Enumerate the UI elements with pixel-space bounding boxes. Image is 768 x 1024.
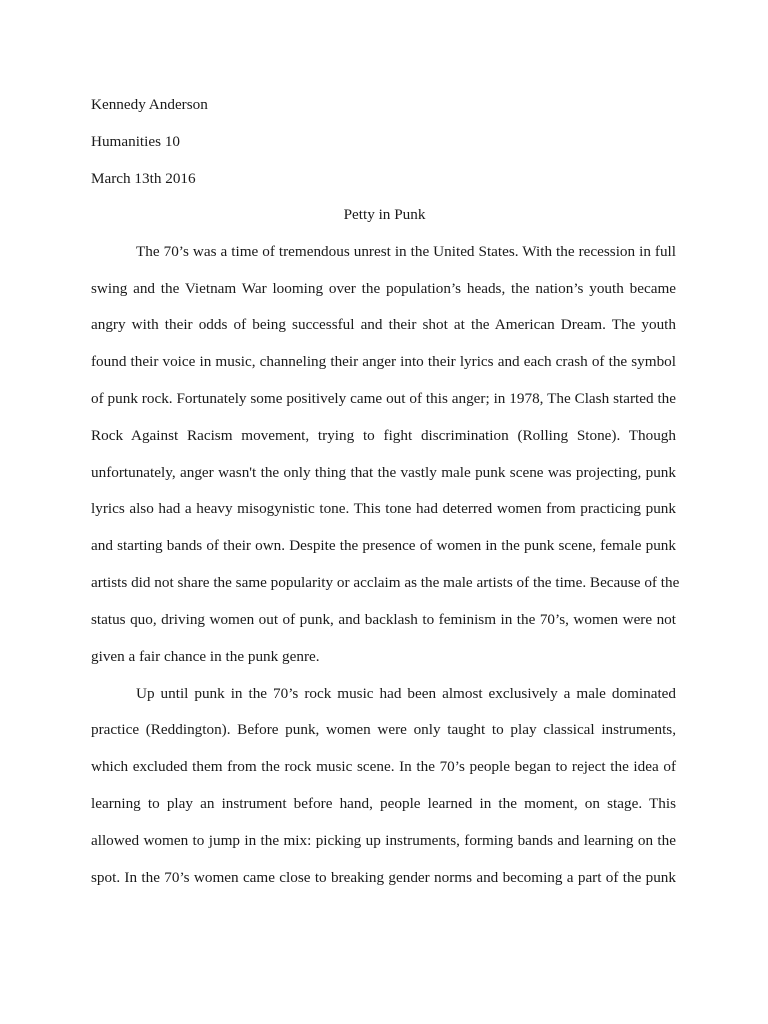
paragraph-2-line: which excluded them from the rock music scene. In the 70’s people began to reject the idea of — [91, 758, 676, 775]
paragraph-1-line: swing and the Vietnam War looming over the population’s heads, the nation’s youth became — [91, 280, 676, 297]
paragraph-1-line: angry with their odds of being successful and their shot at the American Dream. The youth — [91, 316, 676, 333]
paragraph-2-line: allowed women to jump in the mix: picking up instruments, forming bands and learning on the — [91, 832, 676, 849]
paragraph-1-line: artists did not share the same popularity or acclaim as the male artists of the time. Because of the — [91, 574, 680, 591]
essay-title: Petty in Punk — [343, 206, 426, 223]
paragraph-1-line: The 70’s was a time of tremendous unrest in the United States. With the recession in full — [136, 243, 676, 260]
paragraph-1-line: and starting bands of their own. Despite the presence of women in the punk scene, female punk — [91, 537, 676, 554]
paragraph-1-line: of punk rock. Fortunately some positively came out of this anger; in 1978, The Clash started the — [91, 390, 676, 407]
course-name: Humanities 10 — [91, 133, 181, 150]
paragraph-2-line: practice (Reddington). Before punk, women were only taught to play classical instruments, — [91, 721, 676, 738]
paragraph-2-line: Up until punk in the 70’s rock music had been almost exclusively a male dominated — [136, 685, 676, 702]
author-name: Kennedy Anderson — [91, 96, 208, 113]
paragraph-1-line: status quo, driving women out of punk, and backlash to feminism in the 70’s, women were not — [91, 611, 676, 628]
document-date: March 13th 2016 — [91, 170, 196, 187]
paragraph-1-line: unfortunately, anger wasn't the only thing that the vastly male punk scene was projecting, punk — [91, 464, 676, 481]
paragraph-2-line: spot. In the 70’s women came close to breaking gender norms and becoming a part of the punk — [91, 869, 676, 886]
paragraph-1-line: Rock Against Racism movement, trying to fight discrimination (Rolling Stone). Though — [91, 427, 676, 444]
paragraph-1-line: given a fair chance in the punk genre. — [91, 648, 320, 665]
paragraph-1-line: lyrics also had a heavy misogynistic tone. This tone had deterred women from practicing punk — [91, 500, 676, 517]
paragraph-2-line: learning to play an instrument before hand, people learned in the moment, on stage. This — [91, 795, 676, 812]
paragraph-1-line: found their voice in music, channeling their anger into their lyrics and each crash of the symbol — [91, 353, 676, 370]
